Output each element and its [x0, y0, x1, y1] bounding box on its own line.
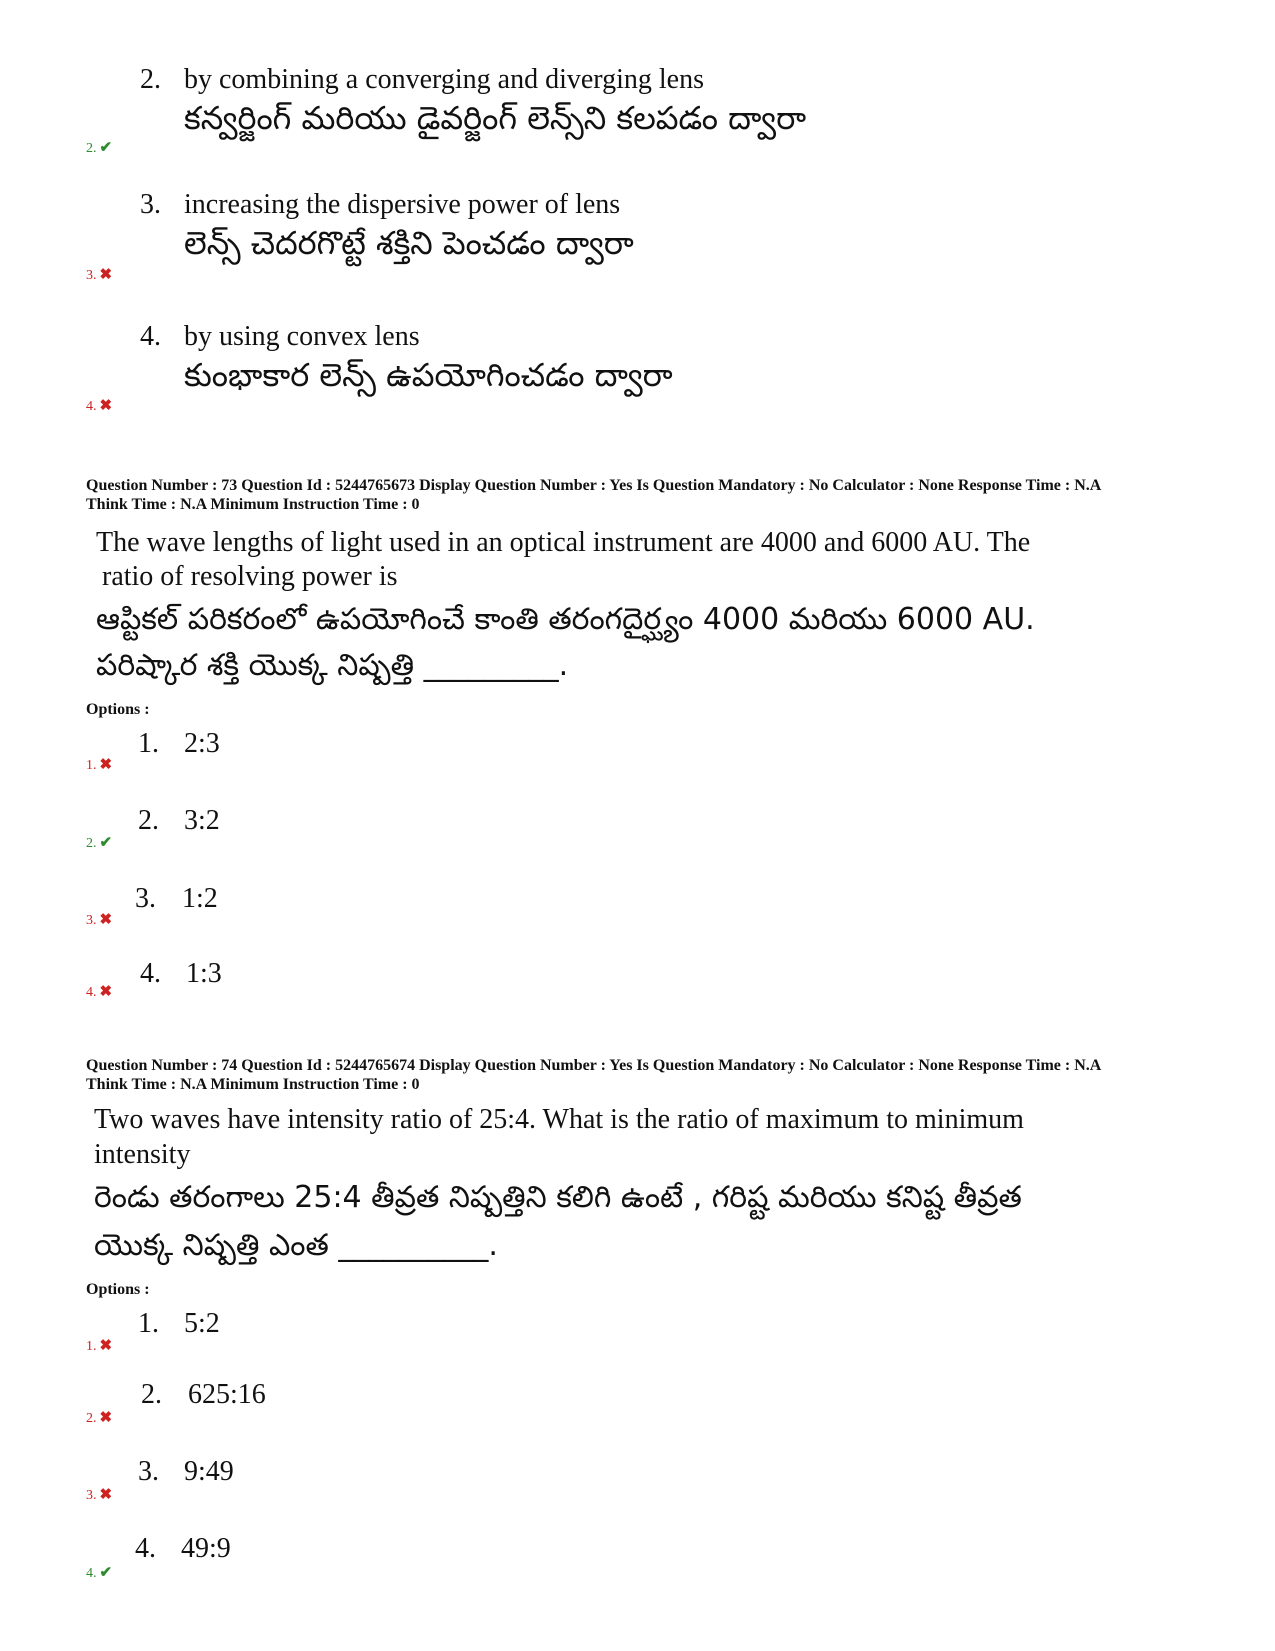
option-status: [86, 138, 112, 157]
option-value: 5:2: [184, 1308, 220, 1339]
option-status: [86, 982, 112, 1001]
option-status: [86, 755, 112, 774]
option-number: 4.: [135, 1533, 156, 1564]
option-number: 1.: [138, 1308, 159, 1339]
option-status: [86, 265, 112, 284]
question-text-te: ఆప్టికల్ పరికరంలో ఉపయోగించే కాంతి తరంగదైర్ఘ్యం 4000 మరియు 6000 AU.: [96, 602, 1035, 637]
question-text-te: పరిష్కార శక్తి యొక్క నిష్పత్తి _________.: [96, 648, 569, 683]
option-status: [86, 1485, 112, 1504]
option-status: [86, 1336, 112, 1355]
option-text-en: by using convex lens: [184, 321, 420, 352]
option-status: [86, 396, 112, 415]
question-meta-line2: Think Time : N.A Minimum Instruction Time : 0: [86, 1076, 420, 1093]
option-value: 49:9: [181, 1533, 231, 1564]
cross-icon: ✖: [99, 398, 113, 414]
option-value: 1:2: [182, 883, 218, 914]
cross-icon: ✖: [99, 984, 113, 1000]
option-status: [86, 833, 112, 852]
option-number: 1.: [138, 728, 159, 759]
option-label: 2.: [86, 836, 97, 851]
question-meta-line2: Think Time : N.A Minimum Instruction Time : 0: [86, 496, 420, 513]
cross-icon: ✖: [99, 1487, 113, 1503]
option-text-te: లెన్స్ చెదరగొట్టే శక్తిని పెంచడం ద్వారా: [184, 224, 634, 262]
option-text-en: increasing the dispersive power of lens: [184, 189, 621, 220]
option-label: 1.: [86, 758, 97, 773]
option-label: 2.: [86, 1411, 97, 1426]
option-value: 1:3: [186, 958, 222, 989]
question-text-en: Two waves have intensity ratio of 25:4. What is the ratio of maximum to minimum: [94, 1104, 1024, 1135]
option-value: 3:2: [184, 805, 220, 836]
question-meta-line1: Question Number : 74 Question Id : 5244765674 Display Question Number : Yes Is Question Mandatory : No Calculator : None Response Time : N.A: [86, 1057, 1102, 1074]
option-status: [86, 1563, 112, 1582]
option-value: 9:49: [184, 1456, 234, 1487]
question-text-en: The wave lengths of light used in an optical instrument are 4000 and 6000 AU. The: [96, 527, 1031, 558]
check-icon: ✔: [99, 1565, 113, 1581]
cross-icon: ✖: [99, 1338, 113, 1354]
option-label: 3.: [86, 1488, 97, 1503]
cross-icon: ✖: [99, 267, 113, 283]
options-label: Options :: [86, 701, 150, 718]
option-label: 3.: [86, 913, 97, 928]
option-number: 3.: [140, 189, 161, 220]
option-text-te: కుంభాకార లెన్స్ ఉపయోగించడం ద్వారా: [184, 356, 673, 394]
option-label: 4.: [86, 399, 97, 414]
question-meta-line1: Question Number : 73 Question Id : 5244765673 Display Question Number : Yes Is Question Mandatory : No Calculator : None Response Time : N.A: [86, 477, 1102, 494]
option-label: 4.: [86, 1566, 97, 1581]
option-value: 625:16: [188, 1379, 266, 1410]
option-label: 3.: [86, 268, 97, 283]
check-icon: ✔: [99, 835, 113, 851]
question-text-en: ratio of resolving power is: [102, 561, 398, 592]
options-label: Options :: [86, 1281, 150, 1298]
option-label: 2.: [86, 141, 97, 156]
question-text-te: రెండు తరంగాలు 25:4 తీవ్రత నిష్పత్తిని కలిగి ఉంటే , గరిష్ట మరియు కనిష్ట తీవ్రత: [94, 1180, 1022, 1215]
option-number: 4.: [140, 958, 161, 989]
option-value: 2:3: [184, 728, 220, 759]
option-number: 4.: [140, 321, 161, 352]
question-text-en: intensity: [94, 1139, 191, 1170]
option-text-te: కన్వర్జింగ్ మరియు డైవర్జింగ్ లెన్స్‌ని కలపడం ద్వారా: [184, 99, 807, 137]
question-text-te: యొక్క నిష్పత్తి ఎంత __________.: [94, 1228, 498, 1263]
option-status: [86, 910, 112, 929]
option-label: 1.: [86, 1339, 97, 1354]
option-number: 2.: [141, 1379, 162, 1410]
option-text-en: by combining a converging and diverging lens: [184, 64, 704, 95]
option-number: 2.: [140, 64, 161, 95]
option-number: 2.: [138, 805, 159, 836]
option-number: 3.: [135, 883, 156, 914]
check-icon: ✔: [99, 140, 113, 156]
cross-icon: ✖: [99, 912, 113, 928]
cross-icon: ✖: [99, 1410, 113, 1426]
option-status: [86, 1408, 112, 1427]
option-label: 4.: [86, 985, 97, 1000]
option-number: 3.: [138, 1456, 159, 1487]
cross-icon: ✖: [99, 757, 113, 773]
